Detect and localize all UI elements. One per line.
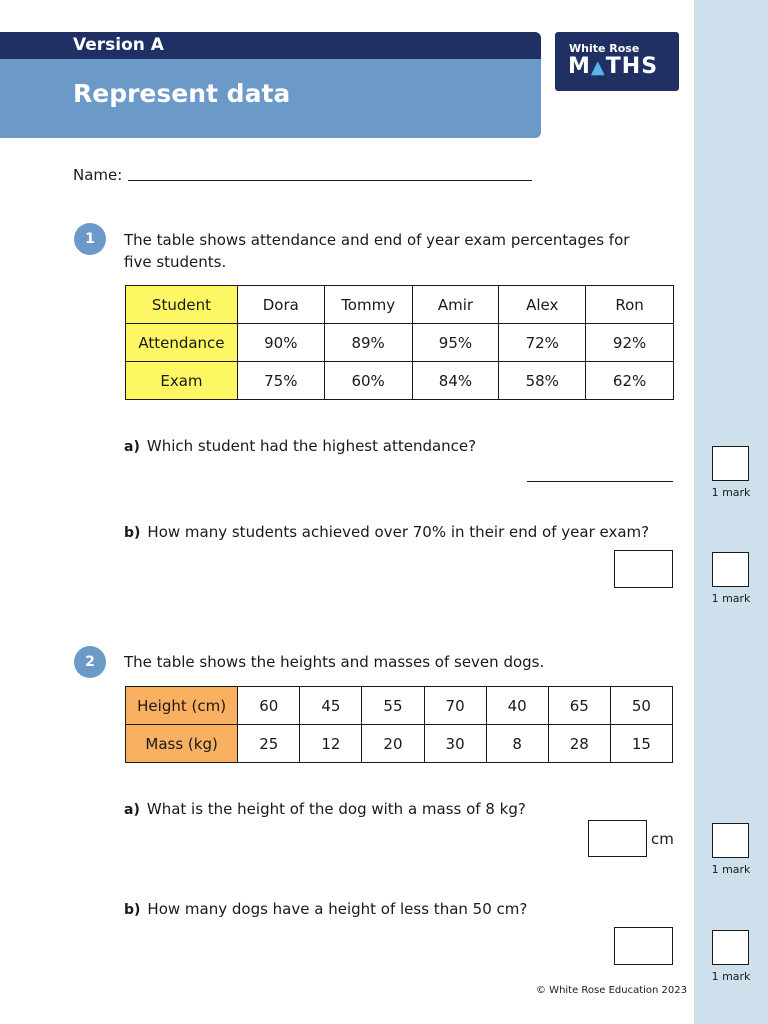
table-cell: Ron (586, 286, 674, 324)
question-1b-answer-box[interactable] (614, 550, 673, 588)
table-cell: 95% (412, 324, 499, 362)
question-1a-answer-line[interactable] (527, 481, 673, 482)
page-title: Represent data (73, 79, 291, 108)
table-cell: 75% (237, 362, 324, 400)
part-text: What is the height of the dog with a mass of 8 kg? (146, 800, 526, 818)
question-2a-answer-box[interactable] (588, 820, 647, 857)
table-cell: 40 (486, 687, 548, 725)
title-bar (0, 59, 541, 138)
mark-label: 1 mark (711, 970, 751, 983)
table-row (126, 362, 674, 400)
attendance-table (125, 285, 674, 400)
mark-box-2a[interactable] (712, 823, 749, 858)
table-cell: 84% (412, 362, 499, 400)
table-cell: 60% (324, 362, 412, 400)
mark-box-2b[interactable] (712, 930, 749, 965)
table-cell: 28 (548, 725, 610, 763)
part-label: a) (124, 439, 140, 455)
table-row (126, 725, 673, 763)
table-cell: Exam (126, 362, 238, 400)
table-row (126, 286, 674, 324)
logo-top-text: White Rose (569, 42, 640, 55)
table-cell: 58% (499, 362, 586, 400)
part-text: How many dogs have a height of less than 50 cm? (147, 900, 528, 918)
copyright-footer: © White Rose Education 2023 (536, 985, 688, 996)
table-cell: Attendance (126, 324, 238, 362)
table-cell: Dora (237, 286, 324, 324)
table-cell: 8 (486, 725, 548, 763)
table-cell: Alex (499, 286, 586, 324)
dogs-table (125, 686, 673, 763)
question-2-number: 2 (74, 646, 106, 678)
table-cell: 70 (424, 687, 486, 725)
question-1-number: 1 (74, 223, 106, 255)
unit-label: cm (651, 830, 674, 848)
part-text: Which student had the highest attendance? (146, 437, 477, 455)
table-row (126, 687, 673, 725)
mark-label: 1 mark (711, 592, 751, 605)
table-cell: Tommy (324, 286, 412, 324)
triangle-icon: ▲ (590, 57, 606, 78)
table-cell: 90% (237, 324, 324, 362)
table-cell: 62% (586, 362, 674, 400)
table-cell: 55 (362, 687, 424, 725)
table-cell: Mass (kg) (126, 725, 238, 763)
name-label: Name: (73, 166, 123, 184)
table-cell: 50 (610, 687, 672, 725)
table-cell: 92% (586, 324, 674, 362)
name-answer-line[interactable] (128, 180, 532, 181)
table-cell: 20 (362, 725, 424, 763)
part-label: b) (124, 525, 141, 541)
mark-label: 1 mark (711, 486, 751, 499)
table-cell: 65 (548, 687, 610, 725)
table-cell: Student (126, 286, 238, 324)
mark-box-1b[interactable] (712, 552, 749, 587)
table-row (126, 324, 674, 362)
question-1-text: The table shows attendance and end of year exam percentages for five students. (124, 231, 630, 271)
table-cell: Height (cm) (126, 687, 238, 725)
version-bar (0, 32, 541, 60)
question-1a (124, 437, 476, 455)
question-2b-answer-box[interactable] (614, 927, 673, 965)
table-cell: 60 (238, 687, 300, 725)
question-2-text: The table shows the heights and masses of seven dogs. (124, 653, 545, 671)
mark-label: 1 mark (711, 863, 751, 876)
logo-bottom-text: M▲THS (568, 54, 659, 79)
question-1b (124, 523, 649, 541)
question-2b (124, 900, 527, 918)
table-cell: Amir (412, 286, 499, 324)
white-rose-maths-logo (555, 32, 679, 91)
question-2a (124, 800, 526, 818)
table-cell: 25 (238, 725, 300, 763)
table-cell: 89% (324, 324, 412, 362)
table-cell: 30 (424, 725, 486, 763)
table-cell: 15 (610, 725, 672, 763)
version-label: Version A (73, 35, 164, 55)
table-cell: 45 (300, 687, 362, 725)
mark-box-1a[interactable] (712, 446, 749, 481)
table-cell: 12 (300, 725, 362, 763)
table-cell: 72% (499, 324, 586, 362)
part-label: a) (124, 802, 140, 818)
part-label: b) (124, 902, 141, 918)
part-text: How many students achieved over 70% in their end of year exam? (147, 523, 650, 541)
